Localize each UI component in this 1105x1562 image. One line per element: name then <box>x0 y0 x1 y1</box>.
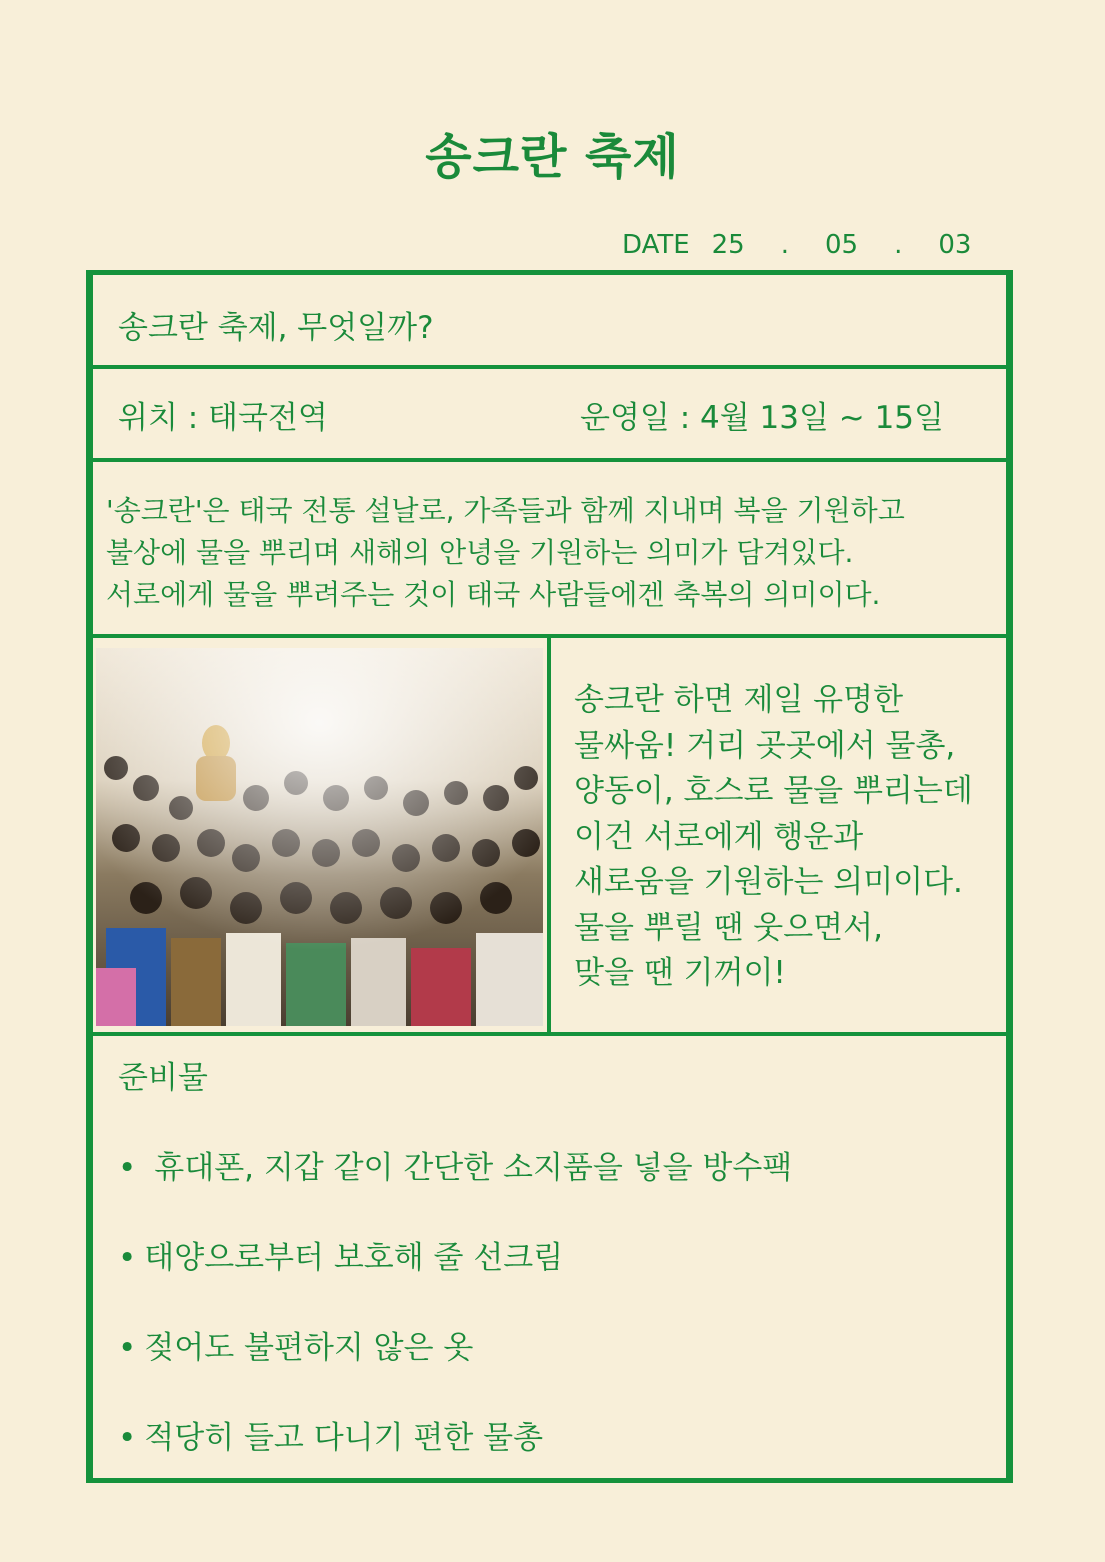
list-item-text: 휴대폰, 지갑 같이 간단한 소지품을 넣을 방수팩 <box>154 1150 793 1186</box>
feature-line: 송크란 하면 제일 유명한 <box>574 682 904 718</box>
feature-line: 물을 뿌릴 땐 웃으면서, <box>574 909 883 946</box>
date-month: 05 <box>825 230 859 260</box>
divider <box>91 458 1008 462</box>
list-item-text: 젖어도 불편하지 않은 옷 <box>144 1330 474 1366</box>
feature-line: 맞을 땐 기꺼이! <box>574 955 786 991</box>
description <box>106 490 905 616</box>
divider <box>91 365 1008 369</box>
description-line: 서로에게 물을 뿌려주는 것이 태국 사람들에겐 축복의 의미이다. <box>106 578 881 611</box>
feature-line: 새로움을 기원하는 의미이다. <box>574 864 963 900</box>
period-text: 운영일 : 4월 13일 ~ 15일 <box>580 400 944 436</box>
bullet-icon: • <box>118 1420 137 1456</box>
list-item <box>118 1142 792 1187</box>
date-separator: . <box>894 230 903 260</box>
date-year: 25 <box>711 230 745 260</box>
bullet-icon: • <box>118 1330 137 1366</box>
list-item <box>118 1322 473 1367</box>
date-label: DATE <box>622 230 690 260</box>
section-question: 송크란 축제, 무엇일까? <box>118 310 434 346</box>
page-title: 송크란 축제 <box>425 129 680 185</box>
list-item-text: 적당히 들고 다니기 편한 물총 <box>144 1420 544 1456</box>
date-day: 03 <box>938 230 972 260</box>
list-item <box>118 1412 543 1457</box>
date-row <box>622 230 971 260</box>
list-item-text: 태양으로부터 보호해 줄 선크림 <box>144 1240 564 1276</box>
bullet-icon: • <box>118 1150 137 1186</box>
preparation-title: 준비물 <box>118 1060 208 1096</box>
description-line: 불상에 물을 뿌리며 새해의 안녕을 기원하는 의미가 담겨있다. <box>106 536 854 569</box>
feature-line: 이건 서로에게 행운과 <box>574 818 864 855</box>
list-item <box>118 1232 563 1277</box>
festival-photo <box>96 648 543 1026</box>
description-line: '송크란'은 태국 전통 설날로, 가족들과 함께 지내며 복을 기원하고 <box>106 494 905 527</box>
column-divider <box>547 638 551 1032</box>
divider <box>91 1032 1008 1036</box>
feature-line: 물싸움! 거리 곳곳에서 물총, <box>574 727 956 764</box>
feature-line: 양동이, 호스로 물을 뿌리는데 <box>574 773 973 809</box>
location-text: 위치 : 태국전역 <box>118 400 328 436</box>
feature-text <box>574 678 973 997</box>
date-separator: . <box>780 230 789 260</box>
bullet-icon: • <box>118 1240 137 1276</box>
